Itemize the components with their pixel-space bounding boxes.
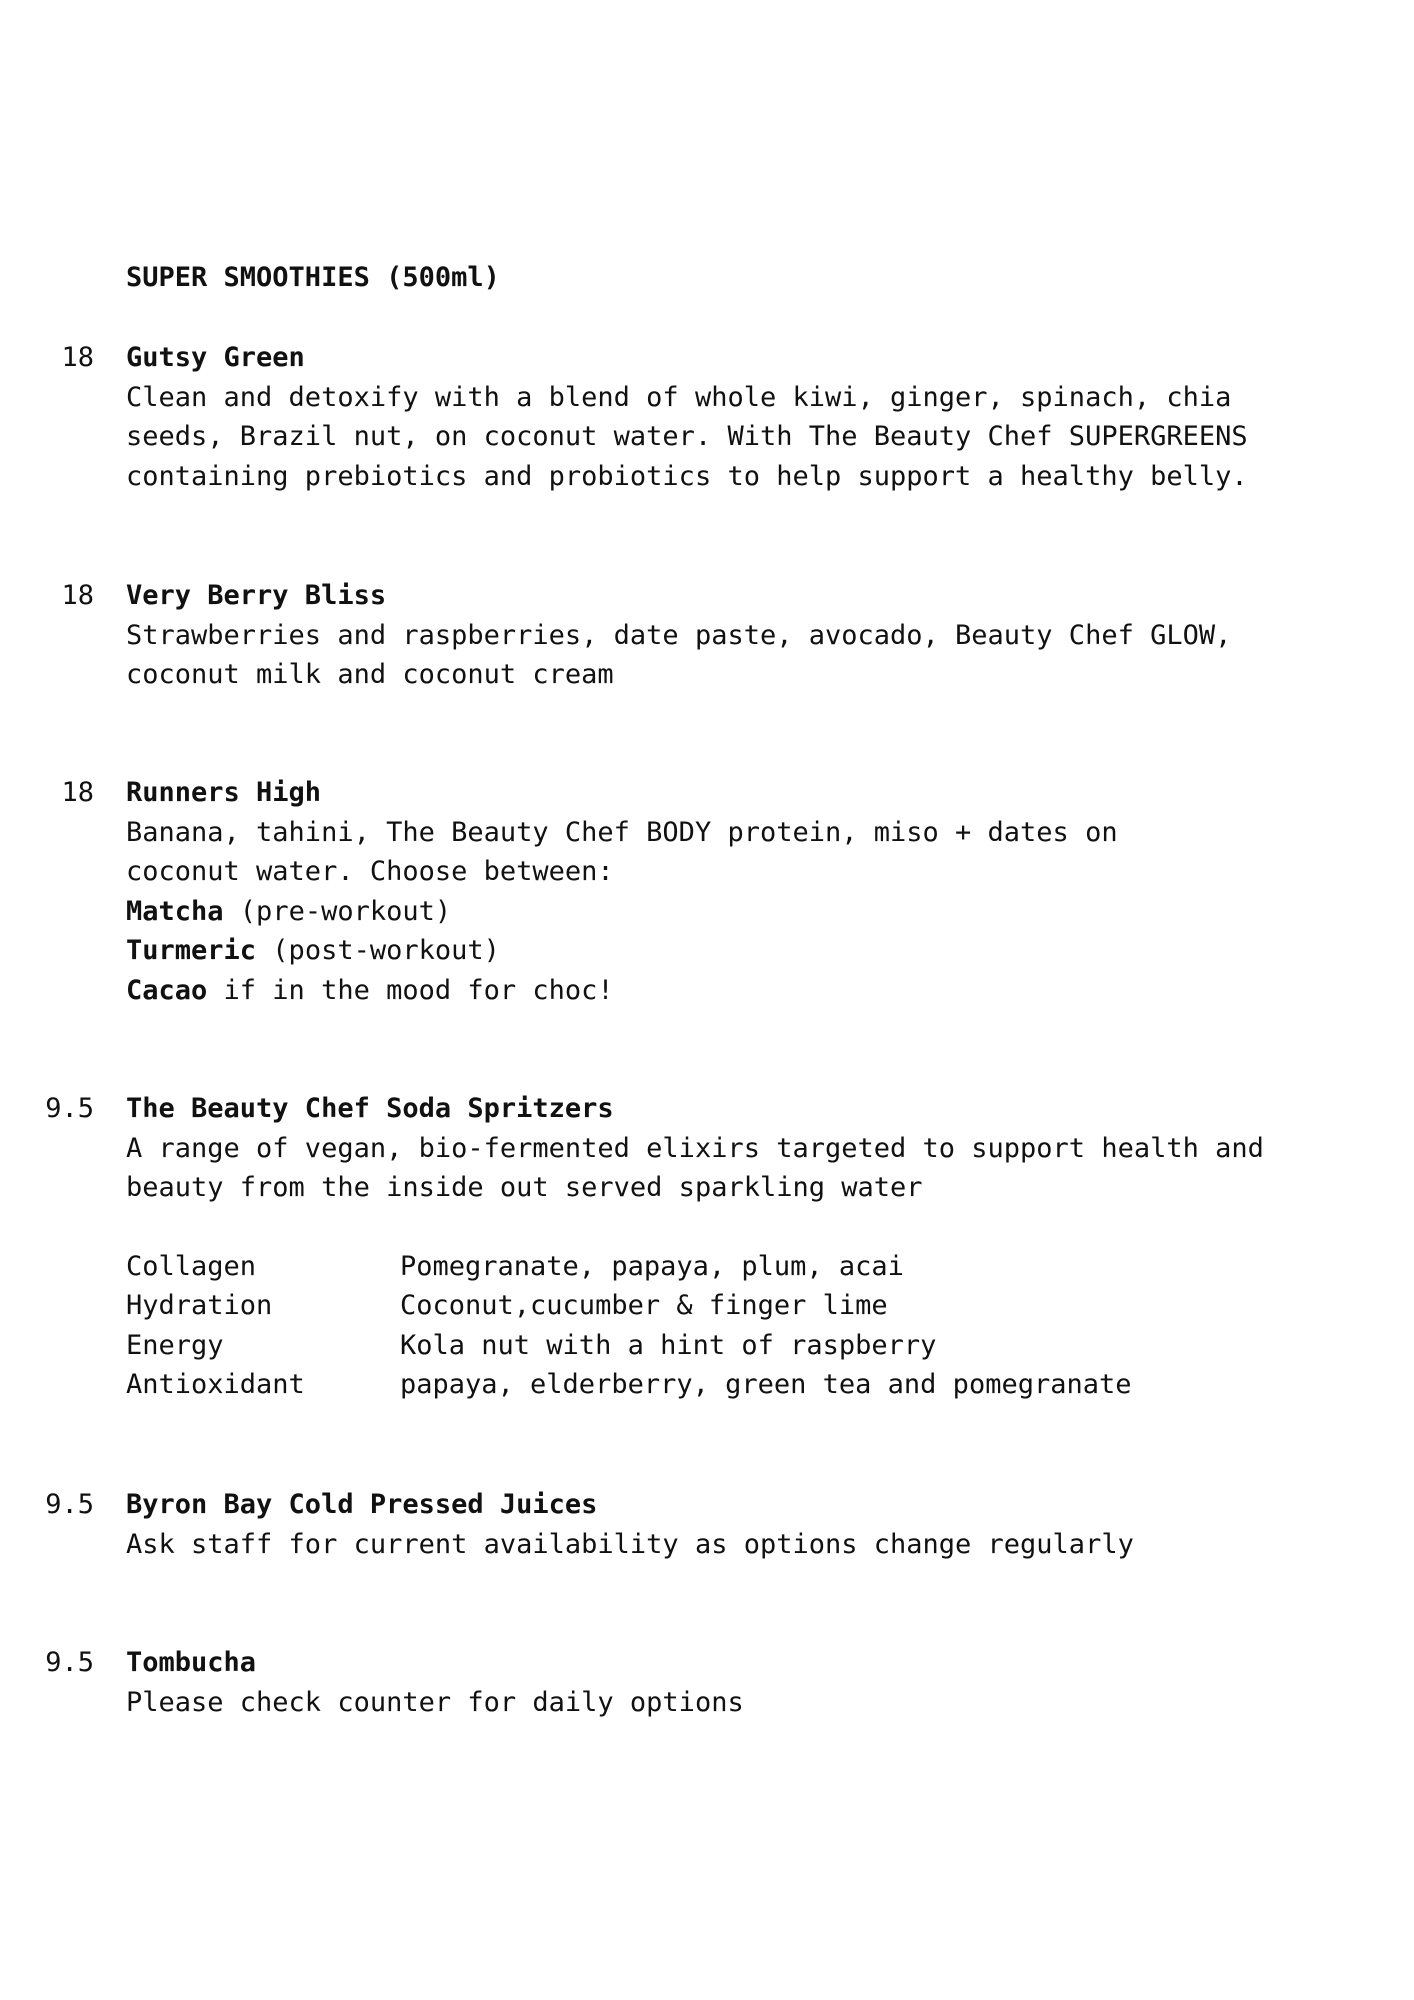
item-name: Very Berry Bliss — [126, 580, 387, 611]
flavour-desc: Pomegranate, papaya, plum, acai — [400, 1250, 904, 1282]
item-description-line: Clean and detoxify with a blend of whole kiwi, ginger, spinach, chia — [126, 381, 1232, 413]
flavour-name: Collagen — [126, 1250, 257, 1282]
option-name: Matcha — [126, 895, 224, 927]
option-name: Turmeric — [126, 935, 257, 966]
flavour-name: Antioxidant — [126, 1369, 305, 1400]
flavour-name: Hydration — [126, 1290, 273, 1321]
item-name: Runners High — [126, 777, 322, 808]
option-line-turmeric — [126, 931, 1346, 971]
flavour-desc: Coconut,cucumber & finger lime — [400, 1290, 888, 1321]
item-price: 9.5 — [45, 1489, 94, 1520]
option-line-cacao — [126, 971, 1346, 1011]
option-line-matcha — [126, 892, 1346, 932]
item-name: The Beauty Chef Soda Spritzers — [126, 1093, 614, 1124]
item-name: Tombucha — [126, 1647, 257, 1678]
flavour-desc: papaya, elderberry, green tea and pomegranate — [400, 1369, 1132, 1400]
section-title: SUPER SMOOTHIES (500ml) — [126, 262, 500, 293]
flavour-row — [126, 1365, 1346, 1405]
flavour-row — [126, 1247, 1346, 1287]
flavour-desc: Kola nut with a hint of raspberry — [400, 1329, 937, 1361]
item-price: 18 — [61, 777, 94, 808]
option-note: (post-workout) — [256, 935, 500, 966]
item-description-line: coconut milk and coconut cream — [126, 659, 614, 690]
item-price: 18 — [61, 342, 94, 373]
item-description-line: containing prebiotics and probiotics to help support a healthy belly. — [126, 460, 1248, 492]
item-price: 9.5 — [45, 1647, 94, 1678]
item-description-line: Banana, tahini, The Beauty Chef BODY protein, miso + dates on — [126, 816, 1118, 848]
option-note: (pre-workout) — [223, 895, 452, 927]
item-description-line: A range of vegan, bio-fermented elixirs targeted to support health and — [126, 1132, 1264, 1164]
flavour-row — [126, 1326, 1346, 1366]
option-note: if in the mood for choc! — [207, 974, 614, 1006]
item-price: 18 — [61, 580, 94, 611]
item-description-line: Ask staff for current availability as options change regularly — [126, 1528, 1134, 1560]
item-description-line: seeds, Brazil nut, on coconut water. With The Beauty Chef SUPERGREENS — [126, 421, 1248, 452]
flavour-list — [126, 1247, 1346, 1405]
option-name: Cacao — [126, 974, 208, 1006]
item-description-line: Please check counter for daily options — [126, 1686, 744, 1718]
item-description-line: beauty from the inside out served sparkling water — [126, 1172, 923, 1203]
flavour-name: Energy — [126, 1329, 224, 1361]
item-name: Gutsy Green — [126, 342, 305, 373]
flavour-row — [126, 1286, 1346, 1326]
item-description-line: Strawberries and raspberries, date paste, avocado, Beauty Chef GLOW, — [126, 619, 1232, 651]
item-price: 9.5 — [45, 1093, 94, 1124]
item-description-line: coconut water. Choose between: — [126, 856, 614, 887]
item-name: Byron Bay Cold Pressed Juices — [126, 1489, 598, 1520]
